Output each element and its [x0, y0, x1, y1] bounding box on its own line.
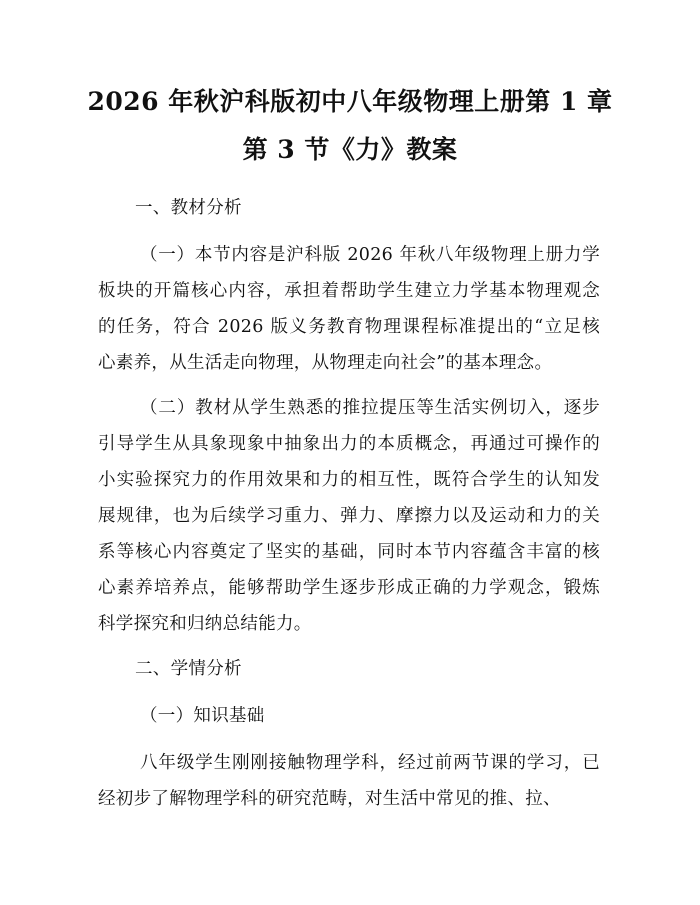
paragraph-3-line-2: 经初步了解物理学科的研究范畴，对生活中常见的推、拉、: [98, 789, 561, 809]
document-title-line-1: 2026 年秋沪科版初中八年级物理上册第 1 章: [87, 87, 613, 116]
paragraph-2-line-4: 展规律，也为后续学习重力、弹力、摩擦力以及运动和力的关: [98, 506, 600, 526]
paragraph-1-line-3: 的任务，符合 2026 版义务教育物理课程标准提出的“立足核: [98, 317, 600, 337]
section-heading-textbook-analysis: 一、教材分析: [135, 198, 242, 218]
paragraph-2-line-5: 系等核心内容奠定了坚实的基础，同时本节内容蕴含丰富的核: [98, 542, 600, 562]
document-title-line-2: 第 3 节《力》教案: [242, 135, 458, 164]
paragraph-2-line-7: 科学探究和归纳总结能力。: [98, 614, 312, 634]
paragraph-1-line-2: 板块的开篇核心内容，承担着帮助学生建立力学基本物理观念: [98, 281, 600, 301]
paragraph-2-line-6: 心素养培养点，能够帮助学生逐步形成正确的力学观念，锻炼: [98, 578, 600, 598]
paragraph-1-line-4: 心素养，从生活走向物理，从物理走向社会”的基本理念。: [98, 353, 553, 373]
paragraph-2-line-2: 引导学生从具象现象中抽象出力的本质概念，再通过可操作的: [98, 434, 600, 454]
paragraph-3-line-1: 八年级学生刚刚接触物理学科，经过前两节课的学习，已: [140, 753, 600, 773]
paragraph-2-line-3: 小实验探究力的作用效果和力的相互性，既符合学生的认知发: [98, 470, 600, 490]
paragraph-1-line-1: （一）本节内容是沪科版 2026 年秋八年级物理上册力学: [140, 245, 600, 265]
subsection-heading-knowledge-base: （一）知识基础: [140, 706, 265, 726]
section-heading-learner-analysis: 二、学情分析: [135, 659, 242, 679]
paragraph-2-line-1: （二）教材从学生熟悉的推拉提压等生活实例切入，逐步: [140, 398, 600, 418]
